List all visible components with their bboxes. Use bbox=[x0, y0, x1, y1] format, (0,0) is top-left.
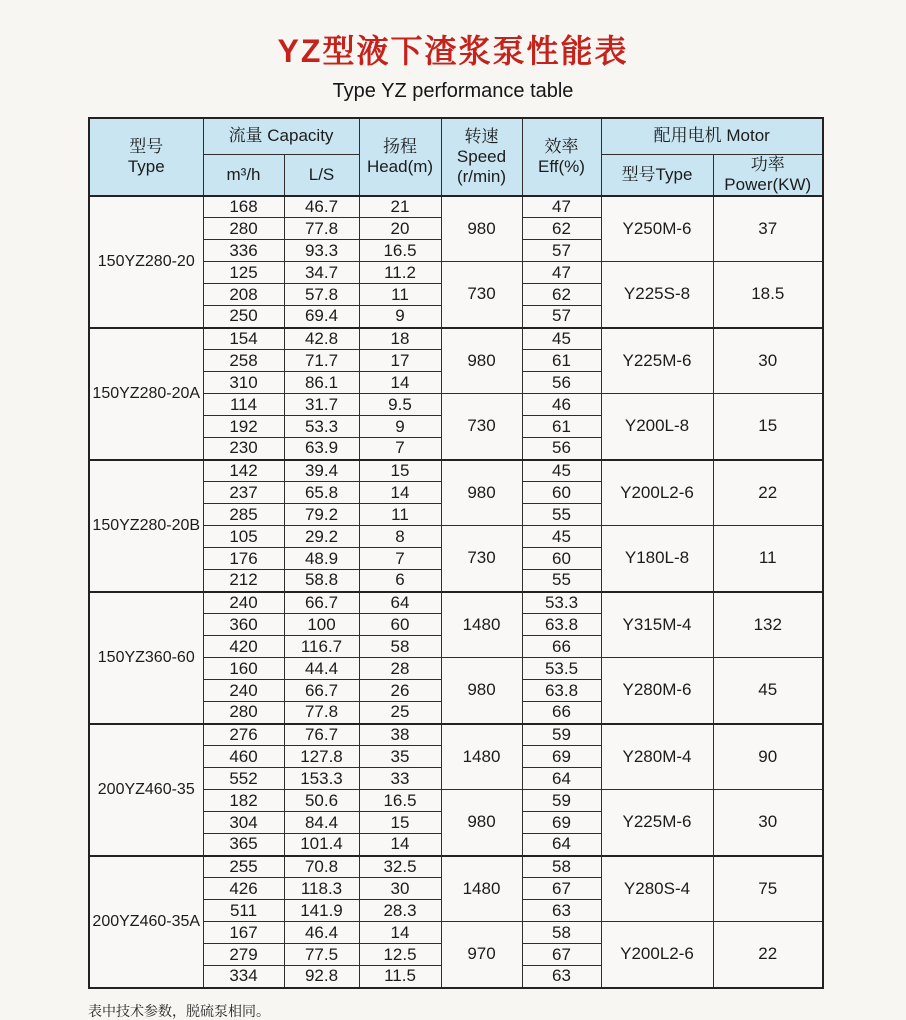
capacity-ls-cell: 31.7 bbox=[284, 394, 359, 416]
eff-cell: 69 bbox=[522, 746, 601, 768]
head-cell: 26 bbox=[359, 680, 441, 702]
head-cell: 17 bbox=[359, 350, 441, 372]
capacity-ls-cell: 66.7 bbox=[284, 592, 359, 614]
eff-cell: 56 bbox=[522, 438, 601, 460]
header-capacity-m3h: m³/h bbox=[203, 154, 284, 196]
eff-cell: 67 bbox=[522, 878, 601, 900]
capacity-m3h-cell: 212 bbox=[203, 570, 284, 592]
header-head-en: Head(m) bbox=[366, 156, 434, 176]
capacity-ls-cell: 86.1 bbox=[284, 372, 359, 394]
head-cell: 14 bbox=[359, 922, 441, 944]
header-capacity-ls: L/S bbox=[284, 154, 359, 196]
header-eff-en: Eff(%) bbox=[538, 156, 585, 176]
motor-type-cell: Y225S-8 bbox=[601, 262, 713, 328]
motor-power-cell: 11 bbox=[713, 526, 823, 592]
capacity-m3h-cell: 154 bbox=[203, 328, 284, 350]
motor-power-cell: 132 bbox=[713, 592, 823, 658]
capacity-ls-cell: 77.8 bbox=[284, 218, 359, 240]
motor-type-cell: Y180L-8 bbox=[601, 526, 713, 592]
head-cell: 21 bbox=[359, 196, 441, 218]
eff-cell: 46 bbox=[522, 394, 601, 416]
eff-cell: 66 bbox=[522, 702, 601, 724]
head-cell: 28.3 bbox=[359, 900, 441, 922]
eff-cell: 63.8 bbox=[522, 614, 601, 636]
motor-type-cell: Y225M-6 bbox=[601, 328, 713, 394]
head-cell: 33 bbox=[359, 768, 441, 790]
head-cell: 11.5 bbox=[359, 966, 441, 988]
capacity-ls-cell: 92.8 bbox=[284, 966, 359, 988]
motor-type-cell: Y200L2-6 bbox=[601, 460, 713, 526]
eff-cell: 57 bbox=[522, 240, 601, 262]
head-cell: 15 bbox=[359, 812, 441, 834]
head-cell: 15 bbox=[359, 460, 441, 482]
speed-cell: 1480 bbox=[441, 724, 522, 790]
capacity-ls-cell: 46.4 bbox=[284, 922, 359, 944]
capacity-ls-cell: 116.7 bbox=[284, 636, 359, 658]
motor-power-cell: 18.5 bbox=[713, 262, 823, 328]
table-row bbox=[89, 328, 823, 350]
capacity-ls-cell: 50.6 bbox=[284, 790, 359, 812]
head-cell: 38 bbox=[359, 724, 441, 746]
capacity-ls-cell: 71.7 bbox=[284, 350, 359, 372]
eff-cell: 63 bbox=[522, 966, 601, 988]
motor-type-cell: Y280M-6 bbox=[601, 658, 713, 724]
header-eff bbox=[522, 118, 601, 196]
eff-cell: 53.3 bbox=[522, 592, 601, 614]
capacity-m3h-cell: 160 bbox=[203, 658, 284, 680]
header-capacity: 流量 Capacity bbox=[203, 118, 359, 154]
capacity-m3h-cell: 114 bbox=[203, 394, 284, 416]
capacity-m3h-cell: 334 bbox=[203, 966, 284, 988]
capacity-ls-cell: 77.5 bbox=[284, 944, 359, 966]
eff-cell: 59 bbox=[522, 790, 601, 812]
header-eff-zh: 效率 bbox=[544, 136, 579, 156]
motor-type-cell: Y200L-8 bbox=[601, 394, 713, 460]
head-cell: 9.5 bbox=[359, 394, 441, 416]
capacity-ls-cell: 53.3 bbox=[284, 416, 359, 438]
capacity-ls-cell: 46.7 bbox=[284, 196, 359, 218]
motor-type-cell: Y315M-4 bbox=[601, 592, 713, 658]
capacity-ls-cell: 66.7 bbox=[284, 680, 359, 702]
head-cell: 14 bbox=[359, 482, 441, 504]
header-motor: 配用电机 Motor bbox=[601, 118, 823, 154]
eff-cell: 61 bbox=[522, 416, 601, 438]
eff-cell: 45 bbox=[522, 526, 601, 548]
model-cell: 150YZ280-20 bbox=[89, 196, 203, 328]
capacity-ls-cell: 42.8 bbox=[284, 328, 359, 350]
header-model bbox=[89, 118, 203, 196]
page-title: YZ型液下渣浆泵性能表 bbox=[277, 33, 629, 69]
motor-power-cell: 22 bbox=[713, 460, 823, 526]
page-subtitle: Type YZ performance table bbox=[332, 80, 574, 102]
capacity-ls-cell: 141.9 bbox=[284, 900, 359, 922]
header-speed-unit: (r/min) bbox=[456, 166, 507, 186]
capacity-ls-cell: 57.8 bbox=[284, 284, 359, 306]
capacity-m3h-cell: 360 bbox=[203, 614, 284, 636]
capacity-ls-cell: 93.3 bbox=[284, 240, 359, 262]
speed-cell: 980 bbox=[441, 790, 522, 856]
speed-cell: 1480 bbox=[441, 592, 522, 658]
capacity-m3h-cell: 310 bbox=[203, 372, 284, 394]
speed-cell: 730 bbox=[441, 526, 522, 592]
eff-cell: 60 bbox=[522, 482, 601, 504]
header-head bbox=[359, 118, 441, 196]
capacity-m3h-cell: 420 bbox=[203, 636, 284, 658]
motor-type-cell: Y280M-4 bbox=[601, 724, 713, 790]
head-cell: 14 bbox=[359, 834, 441, 856]
eff-cell: 55 bbox=[522, 504, 601, 526]
capacity-m3h-cell: 255 bbox=[203, 856, 284, 878]
motor-power-cell: 45 bbox=[713, 658, 823, 724]
head-cell: 8 bbox=[359, 526, 441, 548]
capacity-m3h-cell: 105 bbox=[203, 526, 284, 548]
capacity-ls-cell: 69.4 bbox=[284, 306, 359, 328]
header-speed bbox=[441, 118, 522, 196]
head-cell: 6 bbox=[359, 570, 441, 592]
head-cell: 25 bbox=[359, 702, 441, 724]
capacity-m3h-cell: 230 bbox=[203, 438, 284, 460]
eff-cell: 58 bbox=[522, 856, 601, 878]
speed-cell: 730 bbox=[441, 262, 522, 328]
model-cell: 150YZ360-60 bbox=[89, 592, 203, 724]
header-motor-power: 功率Power(KW) bbox=[713, 154, 823, 196]
capacity-ls-cell: 101.4 bbox=[284, 834, 359, 856]
head-cell: 20 bbox=[359, 218, 441, 240]
eff-cell: 62 bbox=[522, 218, 601, 240]
table-header bbox=[89, 118, 823, 196]
capacity-ls-cell: 44.4 bbox=[284, 658, 359, 680]
performance-table bbox=[88, 117, 824, 989]
head-cell: 35 bbox=[359, 746, 441, 768]
capacity-m3h-cell: 426 bbox=[203, 878, 284, 900]
table-row bbox=[89, 592, 823, 614]
table-row bbox=[89, 724, 823, 746]
header-model-zh: 型号 bbox=[129, 136, 164, 156]
eff-cell: 59 bbox=[522, 724, 601, 746]
motor-power-cell: 75 bbox=[713, 856, 823, 922]
motor-power-cell: 15 bbox=[713, 394, 823, 460]
capacity-ls-cell: 29.2 bbox=[284, 526, 359, 548]
capacity-m3h-cell: 208 bbox=[203, 284, 284, 306]
header-head-zh: 扬程 bbox=[383, 136, 417, 156]
capacity-ls-cell: 77.8 bbox=[284, 702, 359, 724]
capacity-ls-cell: 76.7 bbox=[284, 724, 359, 746]
eff-cell: 47 bbox=[522, 262, 601, 284]
motor-power-cell: 30 bbox=[713, 790, 823, 856]
eff-cell: 45 bbox=[522, 328, 601, 350]
head-cell: 32.5 bbox=[359, 856, 441, 878]
speed-cell: 980 bbox=[441, 460, 522, 526]
head-cell: 9 bbox=[359, 416, 441, 438]
speed-cell: 980 bbox=[441, 658, 522, 724]
eff-cell: 64 bbox=[522, 834, 601, 856]
capacity-ls-cell: 127.8 bbox=[284, 746, 359, 768]
motor-type-cell: Y250M-6 bbox=[601, 196, 713, 262]
capacity-ls-cell: 48.9 bbox=[284, 548, 359, 570]
head-cell: 60 bbox=[359, 614, 441, 636]
head-cell: 11 bbox=[359, 284, 441, 306]
speed-cell: 1480 bbox=[441, 856, 522, 922]
capacity-m3h-cell: 237 bbox=[203, 482, 284, 504]
capacity-m3h-cell: 176 bbox=[203, 548, 284, 570]
head-cell: 58 bbox=[359, 636, 441, 658]
capacity-m3h-cell: 511 bbox=[203, 900, 284, 922]
capacity-ls-cell: 100 bbox=[284, 614, 359, 636]
capacity-m3h-cell: 258 bbox=[203, 350, 284, 372]
eff-cell: 66 bbox=[522, 636, 601, 658]
model-cell: 150YZ280-20B bbox=[89, 460, 203, 592]
eff-cell: 47 bbox=[522, 196, 601, 218]
head-cell: 14 bbox=[359, 372, 441, 394]
eff-cell: 60 bbox=[522, 548, 601, 570]
head-cell: 12.5 bbox=[359, 944, 441, 966]
capacity-m3h-cell: 276 bbox=[203, 724, 284, 746]
header-model-en: Type bbox=[127, 156, 165, 176]
motor-type-cell: Y200L2-6 bbox=[601, 922, 713, 988]
head-cell: 18 bbox=[359, 328, 441, 350]
model-cell: 200YZ460-35 bbox=[89, 724, 203, 856]
header-motor-type: 型号Type bbox=[601, 154, 713, 196]
eff-cell: 63.8 bbox=[522, 680, 601, 702]
model-cell: 200YZ460-35A bbox=[89, 856, 203, 988]
capacity-ls-cell: 153.3 bbox=[284, 768, 359, 790]
capacity-m3h-cell: 167 bbox=[203, 922, 284, 944]
capacity-m3h-cell: 168 bbox=[203, 196, 284, 218]
head-cell: 28 bbox=[359, 658, 441, 680]
capacity-ls-cell: 70.8 bbox=[284, 856, 359, 878]
table-row bbox=[89, 196, 823, 218]
capacity-m3h-cell: 279 bbox=[203, 944, 284, 966]
capacity-m3h-cell: 182 bbox=[203, 790, 284, 812]
speed-cell: 980 bbox=[441, 328, 522, 394]
capacity-m3h-cell: 552 bbox=[203, 768, 284, 790]
header-speed-en: Speed bbox=[456, 146, 507, 166]
head-cell: 7 bbox=[359, 548, 441, 570]
footnote: 表中技术参数，脱硫泵相同。 bbox=[88, 1002, 270, 1019]
eff-cell: 64 bbox=[522, 768, 601, 790]
head-cell: 7 bbox=[359, 438, 441, 460]
motor-power-cell: 37 bbox=[713, 196, 823, 262]
eff-cell: 57 bbox=[522, 306, 601, 328]
speed-cell: 730 bbox=[441, 394, 522, 460]
eff-cell: 55 bbox=[522, 570, 601, 592]
eff-cell: 56 bbox=[522, 372, 601, 394]
capacity-m3h-cell: 125 bbox=[203, 262, 284, 284]
capacity-m3h-cell: 365 bbox=[203, 834, 284, 856]
head-cell: 64 bbox=[359, 592, 441, 614]
eff-cell: 67 bbox=[522, 944, 601, 966]
head-cell: 9 bbox=[359, 306, 441, 328]
capacity-m3h-cell: 280 bbox=[203, 218, 284, 240]
capacity-m3h-cell: 250 bbox=[203, 306, 284, 328]
motor-power-cell: 30 bbox=[713, 328, 823, 394]
eff-cell: 62 bbox=[522, 284, 601, 306]
capacity-ls-cell: 84.4 bbox=[284, 812, 359, 834]
head-cell: 16.5 bbox=[359, 240, 441, 262]
eff-cell: 53.5 bbox=[522, 658, 601, 680]
motor-type-cell: Y225M-6 bbox=[601, 790, 713, 856]
speed-cell: 980 bbox=[441, 196, 522, 262]
table-row bbox=[89, 460, 823, 482]
head-cell: 11 bbox=[359, 504, 441, 526]
motor-power-cell: 90 bbox=[713, 724, 823, 790]
eff-cell: 69 bbox=[522, 812, 601, 834]
capacity-m3h-cell: 336 bbox=[203, 240, 284, 262]
capacity-ls-cell: 65.8 bbox=[284, 482, 359, 504]
capacity-ls-cell: 39.4 bbox=[284, 460, 359, 482]
eff-cell: 63 bbox=[522, 900, 601, 922]
table-row bbox=[89, 856, 823, 878]
capacity-m3h-cell: 192 bbox=[203, 416, 284, 438]
capacity-m3h-cell: 280 bbox=[203, 702, 284, 724]
capacity-m3h-cell: 240 bbox=[203, 592, 284, 614]
eff-cell: 45 bbox=[522, 460, 601, 482]
capacity-ls-cell: 63.9 bbox=[284, 438, 359, 460]
capacity-ls-cell: 34.7 bbox=[284, 262, 359, 284]
capacity-ls-cell: 118.3 bbox=[284, 878, 359, 900]
speed-cell: 970 bbox=[441, 922, 522, 988]
capacity-m3h-cell: 304 bbox=[203, 812, 284, 834]
capacity-ls-cell: 58.8 bbox=[284, 570, 359, 592]
model-cell: 150YZ280-20A bbox=[89, 328, 203, 460]
capacity-m3h-cell: 142 bbox=[203, 460, 284, 482]
eff-cell: 61 bbox=[522, 350, 601, 372]
head-cell: 16.5 bbox=[359, 790, 441, 812]
head-cell: 11.2 bbox=[359, 262, 441, 284]
capacity-m3h-cell: 240 bbox=[203, 680, 284, 702]
header-speed-zh: 转速 bbox=[464, 126, 499, 146]
head-cell: 30 bbox=[359, 878, 441, 900]
motor-power-cell: 22 bbox=[713, 922, 823, 988]
eff-cell: 58 bbox=[522, 922, 601, 944]
performance-table-body bbox=[89, 196, 823, 988]
capacity-ls-cell: 79.2 bbox=[284, 504, 359, 526]
capacity-m3h-cell: 285 bbox=[203, 504, 284, 526]
motor-type-cell: Y280S-4 bbox=[601, 856, 713, 922]
capacity-m3h-cell: 460 bbox=[203, 746, 284, 768]
